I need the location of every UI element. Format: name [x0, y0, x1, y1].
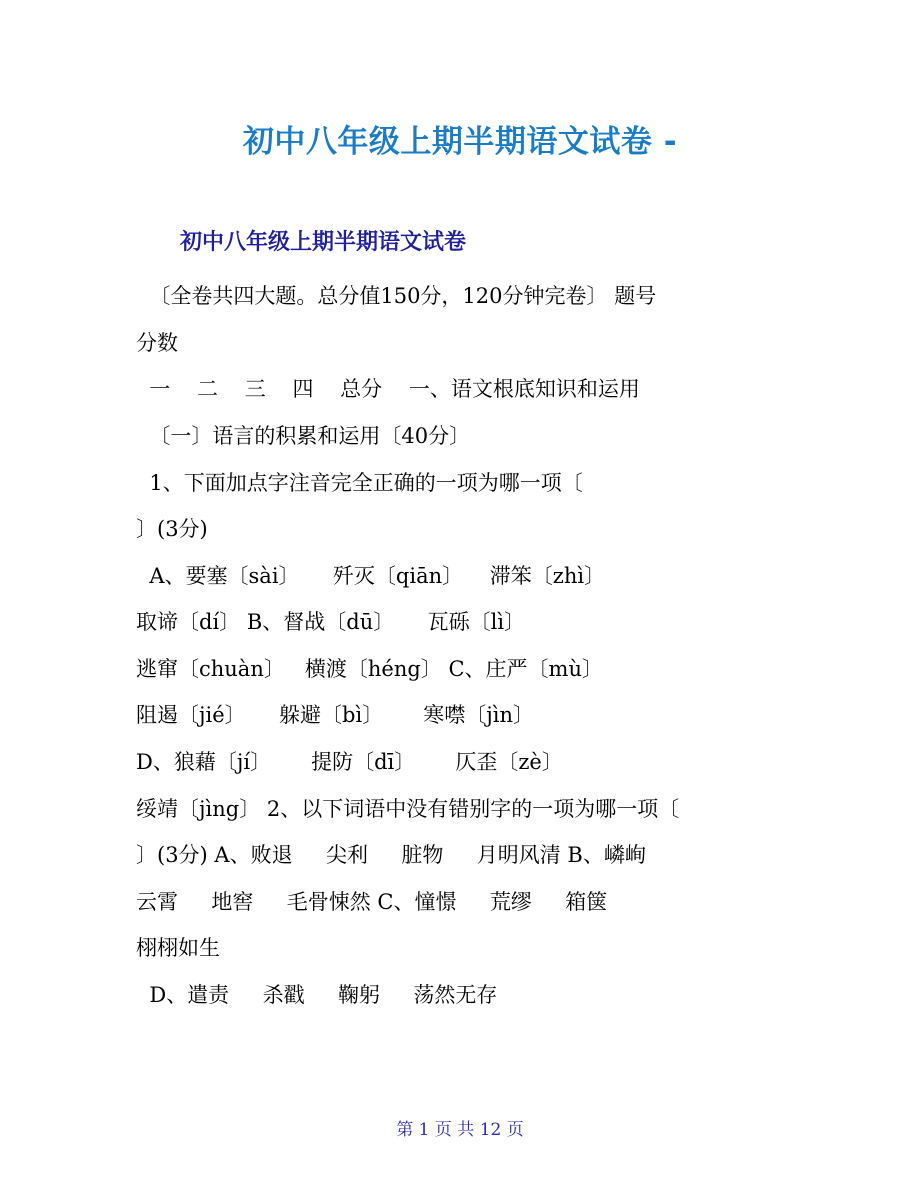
- question-2-line: 绥靖〔jìng〕 2、以下词语中没有错别字的一项为哪一项〔: [136, 797, 680, 821]
- option-c-line: 逃窜〔chuàn〕 横渡〔héng〕 C、庄严〔mù〕: [136, 657, 603, 681]
- score-label-line: 分数: [136, 331, 178, 355]
- page-footer: 第 1 页 共 12 页: [396, 1120, 524, 1140]
- question-1-line: 1、下面加点字注音完全正确的一项为哪一项〔: [136, 471, 583, 495]
- exam-info-line: 〔全卷共四大题。总分值150分，120分钟完卷〕 题号: [136, 284, 657, 308]
- subsection-line: 〔一〕语言的积累和运用〔40分〕: [136, 424, 471, 448]
- document-title: 初中八年级上期半期语文试卷 -: [242, 124, 678, 160]
- question-2-options-line: 〕(3分) A、败退 尖利 脏物 月明风清 B、嶙峋: [136, 843, 646, 867]
- option-b-line: 取谛〔dí〕 B、督战〔dū〕 瓦砾〔lì〕: [136, 610, 526, 634]
- question-1-score-line: 〕(3分): [136, 517, 208, 541]
- document-subtitle: 初中八年级上期半期语文试卷: [180, 230, 467, 255]
- question-2-options-cont-line: 云霄 地窖 毛骨悚然 C、憧憬 荒缪 箱箧: [136, 890, 608, 914]
- section-header-line: 一 二 三 四 总分 一、语文根底知识和运用: [136, 377, 640, 401]
- option-c-cont-line: 阻遏〔jié〕 躲避〔bì〕 寒噤〔jìn〕: [136, 703, 534, 727]
- question-2-option-d-line: D、遣责 杀戳 鞠躬 荡然无存: [136, 983, 498, 1007]
- option-a-line: A、要塞〔sài〕 歼灭〔qiān〕 滞笨〔zhì〕: [136, 564, 606, 588]
- option-d-line: D、狼藉〔jí〕 提防〔dī〕 仄歪〔zè〕: [136, 750, 563, 774]
- question-2-options-end-line: 栩栩如生: [136, 936, 220, 960]
